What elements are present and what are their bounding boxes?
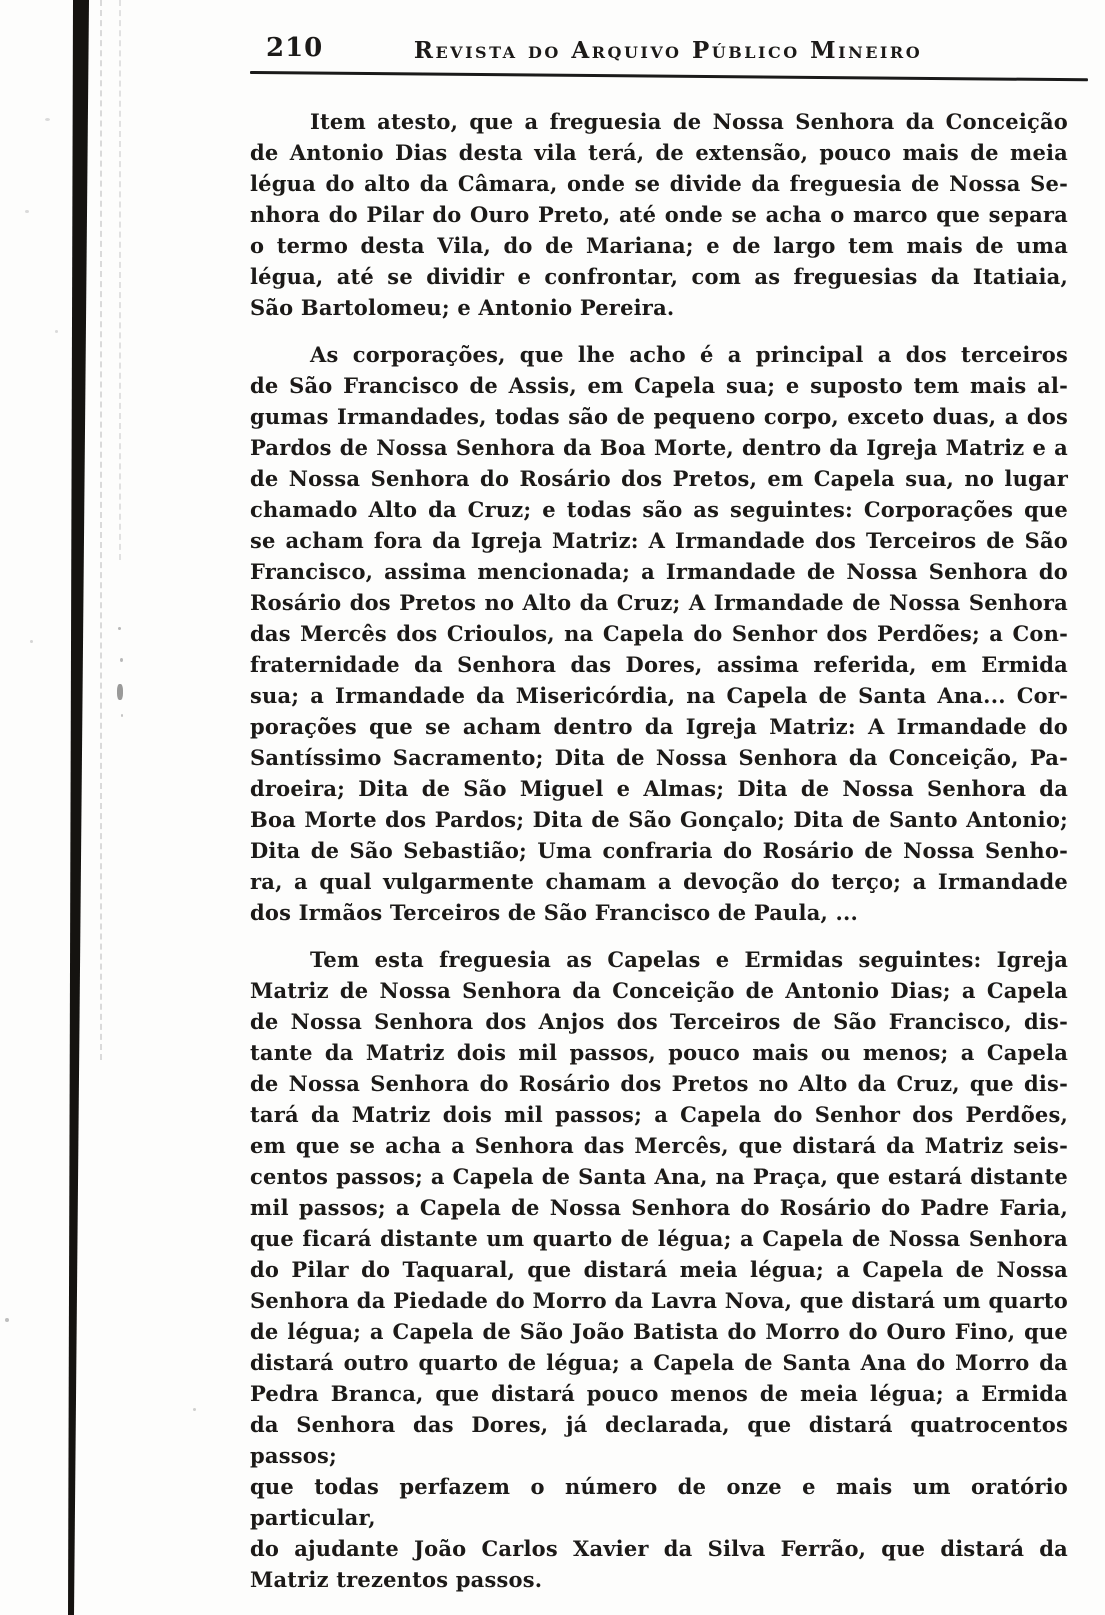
text-line: tante da Matriz dois mil passos, pouco mais ou menos; a Capela [250,1040,1068,1065]
text-line: dos Irmãos Terceiros de São Francisco de Paula, ... [250,900,859,925]
paragraph [250,944,1068,1595]
text-line: Pardos de Nossa Senhora da Boa Morte, dentro da Igreja Matriz e a [250,435,1068,460]
text-line: Pedra Branca, que distará pouco menos de meia légua; a Ermida [250,1381,1068,1406]
text-line: da Senhora das Dores, já declarada, que distará quatrocentos passos; [250,1412,1068,1468]
scan-speck [117,684,123,700]
text-line: porações que se acham dentro da Igreja Matriz: A Irmandade do [250,714,1068,739]
text-line: de Nossa Senhora do Rosário dos Pretos no Alto da Cruz, que dis- [250,1071,1068,1096]
text-line: de Nossa Senhora do Rosário dos Pretos, em Capela sua, no lugar [250,466,1068,491]
text-line: de Nossa Senhora dos Anjos dos Terceiros de São Francisco, dis- [250,1009,1068,1034]
text-line: Matriz de Nossa Senhora da Conceição de Antonio Dias; a Capela [250,978,1068,1003]
text-line: Francisco, assima mencionada; a Irmandade de Nossa Senhora do [250,559,1068,584]
text-line: As corporações, que lhe acho é a principal a dos terceiros [310,342,1068,367]
text-line: Boa Morte dos Pardos; Dita de São Gonçalo; Dita de Santo Antonio; [250,807,1068,832]
scan-speck [5,1318,9,1322]
text-line: que todas perfazem o número de onze e mais um oratório particular, [250,1474,1068,1530]
text-line: se acham fora da Igreja Matriz: A Irmandade dos Terceiros de São [250,528,1068,553]
text-line: de Antonio Dias desta vila terá, de extensão, pouco mais de meia [250,140,1068,165]
text-line: São Bartolomeu; e Antonio Pereira. [250,295,675,320]
scan-speck [45,118,50,121]
text-line: que ficará distante um quarto de légua; a Capela de Nossa Senhora [250,1226,1068,1251]
scan-speck [55,330,58,333]
text-line: droeira; Dita de São Miguel e Almas; Dita de Nossa Senhora da [250,776,1068,801]
text-line: gumas Irmandades, todas são de pequeno corpo, exceto duas, a dos [250,404,1068,429]
text-line: Rosário dos Pretos no Alto da Cruz; A Irmandade de Nossa Senhora [250,590,1068,615]
scan-speck [120,658,123,662]
text-line: Matriz trezentos passos. [250,1567,543,1592]
journal-title: Revista do Arquivo Público Mineiro [413,37,923,64]
text-line: Dita de São Sebastião; Uma confraria do Rosário de Nossa Senho- [250,838,1068,863]
text-line: o termo desta Vila, do de Mariana; e de largo tem mais de uma [250,233,1068,258]
page-body [250,106,1068,1595]
paragraph [250,106,1068,323]
header-rule [250,71,1088,81]
text-line: légua do alto da Câmara, onde se divide da freguesia de Nossa Se- [250,171,1068,196]
scan-line [119,0,121,560]
text-line: sua; a Irmandade da Misericórdia, na Capela de Santa Ana... Cor- [250,683,1068,708]
text-line: centos passos; a Capela de Santa Ana, na Praça, que estará distante [250,1164,1068,1189]
scan-speck [121,714,123,717]
text-line: distará outro quarto de légua; a Capela de Santa Ana do Morro da [250,1350,1068,1375]
scan-line [100,0,102,1060]
text-line: légua, até se dividir e confrontar, com as freguesias da Itatiaia, [250,264,1068,289]
scan-speck [25,210,29,213]
text-line: do ajudante João Carlos Xavier da Silva Ferrão, que distará da [250,1536,1068,1561]
text-line: de São Francisco de Assis, em Capela sua; e suposto tem mais al- [250,373,1068,398]
text-line: nhora do Pilar do Ouro Preto, até onde se acha o marco que separa [250,202,1068,227]
text-line: chamado Alto da Cruz; e todas são as seguintes: Corporações que [250,497,1068,522]
paragraph [250,339,1068,928]
scan-speck [30,640,33,643]
text-line: ra, a qual vulgarmente chamam a devoção do terço; a Irmandade [250,869,1068,894]
text-line: tará da Matriz dois mil passos; a Capela do Senhor dos Perdões, [250,1102,1068,1127]
text-line: de légua; a Capela de São João Batista do Morro do Ouro Fino, que [250,1319,1068,1344]
text-line: das Mercês dos Crioulos, na Capela do Senhor dos Perdões; a Con- [250,621,1068,646]
page-number: 210 [266,33,324,63]
text-line: fraternidade da Senhora das Dores, assima referida, em Ermida [250,652,1068,677]
text-line: Item atesto, que a freguesia de Nossa Senhora da Conceição [310,109,1068,134]
text-line: Senhora da Piedade do Morro da Lavra Nova, que distará um quarto [250,1288,1068,1313]
text-line: em que se acha a Senhora das Mercês, que distará da Matriz seis- [250,1133,1068,1158]
scan-speck [193,1408,196,1411]
scan-speck [118,627,121,630]
text-line: mil passos; a Capela de Nossa Senhora do Rosário do Padre Faria, [250,1195,1068,1220]
text-line: Santíssimo Sacramento; Dita de Nossa Senhora da Conceição, Pa- [250,745,1068,770]
text-line: Tem esta freguesia as Capelas e Ermidas seguintes: Igreja [310,947,1068,972]
text-line: do Pilar do Taquaral, que distará meia légua; a Capela de Nossa [250,1257,1068,1282]
